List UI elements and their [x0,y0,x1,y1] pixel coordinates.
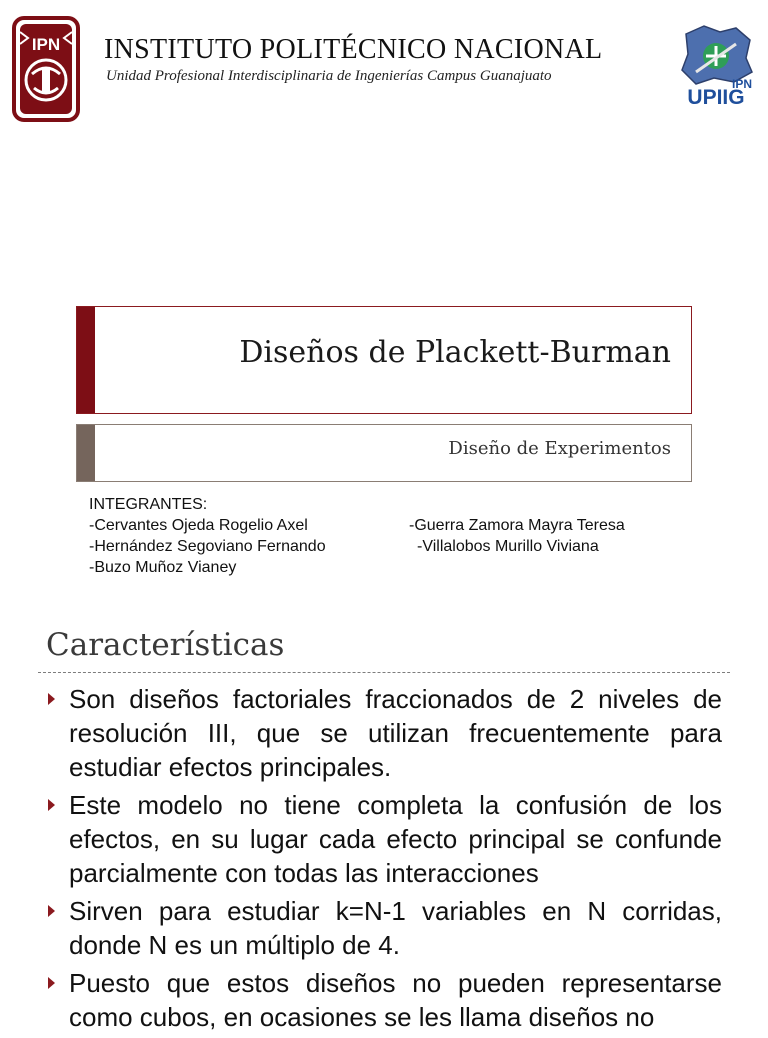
upiig-logo [676,24,756,108]
member-name: -Hernández Segoviano Fernando [89,538,326,555]
institution-unit: Unidad Profesional Interdisciplinaria de Ingenierías Campus Guanajuato [106,68,552,84]
presentation-title: Diseños de Plackett-Burman [239,335,671,370]
bullet-text: Puesto que estos diseños no pueden representarse como cubos, en ocasiones se les llama diseños no [69,968,722,1032]
slide-heading: Características [46,627,285,663]
bullet-arrow-icon [48,905,55,917]
members-heading: INTEGRANTES: [89,496,208,513]
bullet-text: Son diseños factoriales fraccionados de 2 niveles de resolución III, que se utilizan frecuentemente para estudiar efectos principales. [69,684,722,782]
ipn-logo-text: IPN [31,35,61,54]
bullet-arrow-icon [48,799,55,811]
subtitle-accent-bar [77,425,95,481]
title-accent-bar [77,307,95,413]
title-box [76,306,692,414]
bullet-arrow-icon [48,693,55,705]
member-name: -Cervantes Ojeda Rogelio Axel [89,517,308,534]
bullet-item [44,894,722,962]
member-name: -Buzo Muñoz Vianey [89,559,237,576]
presentation-subtitle: Diseño de Experimentos [448,438,671,459]
member-name: -Guerra Zamora Mayra Teresa [409,517,625,534]
member-name: -Villalobos Murillo Viviana [417,538,599,555]
bullet-item [44,682,722,784]
ipn-logo [8,14,84,124]
bullet-list [44,682,722,1038]
bullet-arrow-icon [48,977,55,989]
upiig-logo-text: UPIIG [687,86,745,108]
bullet-text: Este modelo no tiene completa la confusión de los efectos, en su lugar cada efecto principal se confunde parcialmente con todas las interacciones [69,790,722,888]
upiig-badge-text: IPN [731,77,753,91]
subtitle-box [76,424,692,482]
bullet-text: Sirven para estudiar k=N-1 variables en N corridas, donde N es un múltiplo de 4. [69,896,722,960]
heading-divider [38,672,730,673]
bullet-item [44,788,722,890]
institution-name: INSTITUTO POLITÉCNICO NACIONAL [104,34,603,65]
